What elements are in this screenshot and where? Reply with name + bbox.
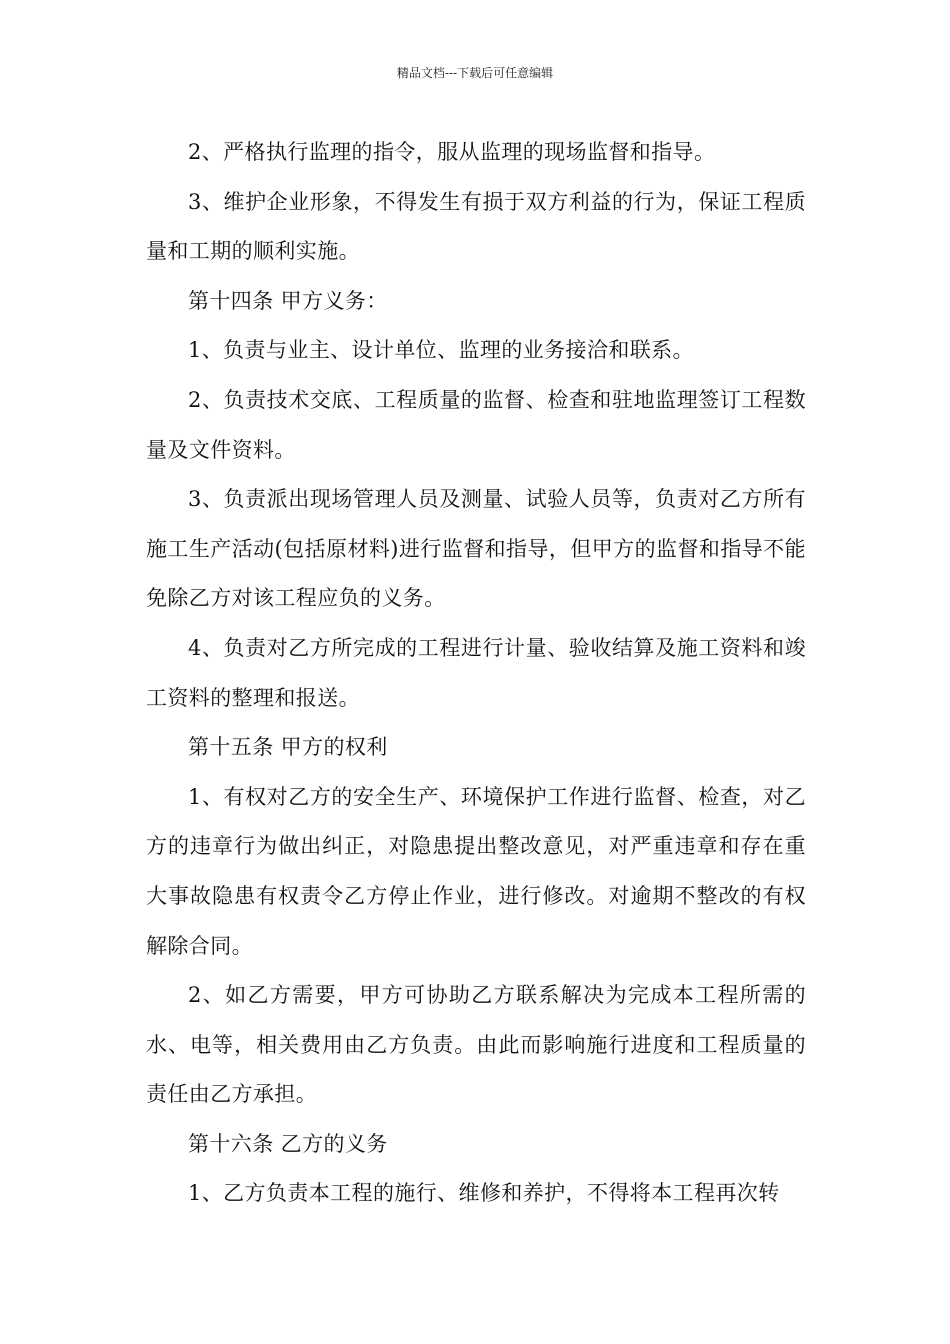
paragraph-safety-rights: 1、有权对乙方的安全生产、环境保护工作进行监督、检查，对乙方的违章行为做出纠正，对隐患提出整改意见，对严重违章和存在重大事故隐患有权责令乙方停止作业，进行修改。对逾期不整改的有权解除合同。: [146, 784, 806, 958]
paragraph-utilities-assistance: 2、如乙方需要，甲方可协助乙方联系解决为完成本工程所需的水、电等，相关费用由乙方负责。由此而影响施行进度和工程质量的责任由乙方承担。: [146, 983, 806, 1107]
paragraph-liaison: 1、负责与业主、设计单位、监理的业务接洽和联系。: [188, 338, 694, 363]
paragraph-construction-duties: 1、乙方负责本工程的施行、维修和养护，不得将本工程再次转: [188, 1181, 780, 1206]
paragraph-company-image: 3、维护企业形象，不得发生有损于双方利益的行为，保证工程质量和工期的顺利实施。: [146, 189, 806, 264]
paragraph-site-personnel: 3、负责派出现场管理人员及测量、试验人员等，负责对乙方所有施工生产活动(包括原材料)进行监督和指导，但甲方的监督和指导不能免除乙方对该工程应负的义务。: [146, 487, 806, 611]
page-header: 精品文档---下载后可任意编辑: [396, 66, 554, 80]
paragraph-technical-disclosure: 2、负责技术交底、工程质量的监督、检查和驻地监理签订工程数量及文件资料。: [146, 387, 806, 462]
document-body: [146, 128, 806, 1219]
paragraph-measurement-settlement: 4、负责对乙方所完成的工程进行计量、验收结算及施工资料和竣工资料的整理和报送。: [146, 635, 806, 710]
article-16-heading: 第十六条 乙方的义务: [188, 1131, 388, 1156]
paragraph-obey-supervision: 2、严格执行监理的指令，服从监理的现场监督和指导。: [188, 140, 716, 164]
article-14-heading: 第十四条 甲方义务：: [188, 288, 388, 313]
article-15-heading: 第十五条 甲方的权利: [188, 735, 388, 760]
